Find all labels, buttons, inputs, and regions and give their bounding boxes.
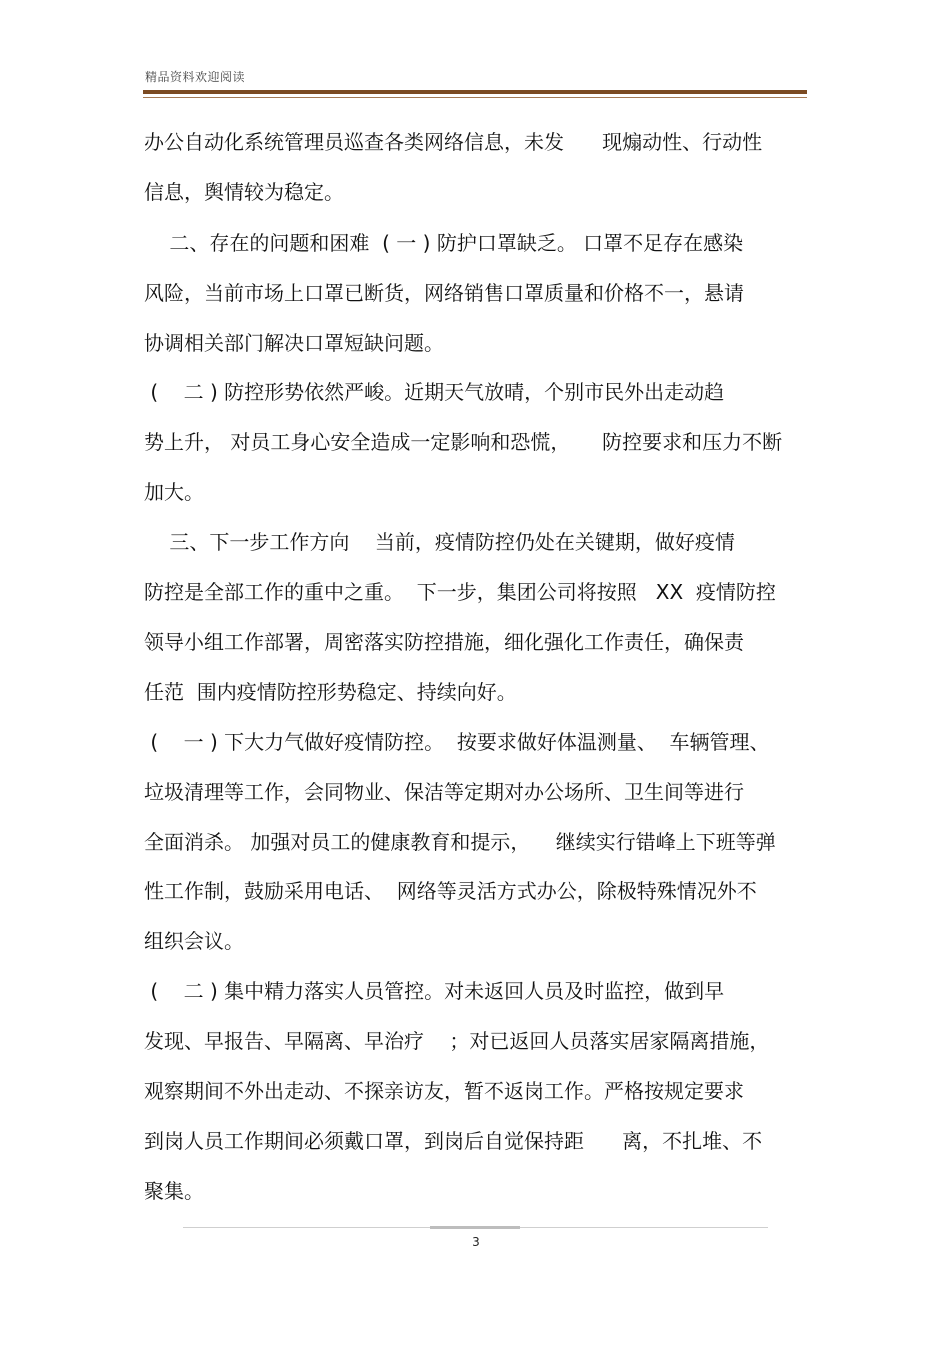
header-rule-thin: [143, 97, 807, 98]
text-line: 性工作制，鼓励采用电话、 网络等灵活方式办公，除极特殊情况外不: [144, 879, 757, 903]
header-rule: [143, 90, 807, 94]
text-line: 聚集。: [144, 1179, 204, 1203]
text-line: 协调相关部门解决口罩短缺问题。: [144, 331, 444, 355]
text-line: 二、存在的问题和困难 ( 一 ) 防护口罩缺乏。 口罩不足存在感染: [144, 231, 744, 255]
text-line: 三、下一步工作方向 当前，疫情防控仍处在关键期，做好疫情: [144, 530, 735, 554]
text-line: 防控是全部工作的重中之重。 下一步，集团公司将按照 XX 疫情防控: [144, 580, 776, 604]
text-line: ( 二 ) 集中精力落实人员管控。对未返回人员及时监控，做到早: [144, 979, 725, 1003]
text-line: 任范 围内疫情防控形势稳定、持续向好。: [144, 680, 517, 704]
text-line: ( 二 ) 防控形势依然严峻。近期天气放晴，个别市民外出走动趋: [144, 380, 725, 404]
text-line: 信息，舆情较为稳定。: [144, 180, 344, 204]
text-line: 垃圾清理等工作，会同物业、保洁等定期对办公场所、卫生间等进行: [144, 780, 744, 804]
text-line: 风险，当前市场上口罩已断货，网络销售口罩质量和价格不一，悬请: [144, 281, 744, 305]
text-line: 发现、早报告、早隔离、早治疗 ；对已返回人员落实居家隔离措施，: [144, 1029, 770, 1053]
text-line: 全面消杀。 加强对员工的健康教育和提示， 继续实行错峰上下班等弹: [144, 830, 776, 854]
page-number: 3: [472, 1235, 480, 1249]
text-line: 观察期间不外出走动、不探亲访友，暂不返岗工作。严格按规定要求: [144, 1079, 744, 1103]
text-line: 加大。: [144, 480, 204, 504]
text-line: 办公自动化系统管理员巡查各类网络信息，未发 现煽动性、行动性: [144, 130, 763, 154]
page-header-text: 精品资料欢迎阅读: [145, 70, 246, 84]
text-line: 领导小组工作部署，周密落实防控措施，细化强化工作责任，确保责: [144, 630, 744, 654]
text-line: 到岗人员工作期间必须戴口罩，到岗后自觉保持距 离，不扎堆、不: [144, 1129, 763, 1153]
footer-rule-accent: [430, 1226, 520, 1229]
text-line: 势上升， 对员工身心安全造成一定影响和恐慌， 防控要求和压力不断: [144, 430, 783, 454]
text-line: ( 一 ) 下大力气做好疫情防控。 按要求做好体温测量、 车辆管理、: [144, 730, 770, 754]
text-line: 组织会议。: [144, 929, 244, 953]
